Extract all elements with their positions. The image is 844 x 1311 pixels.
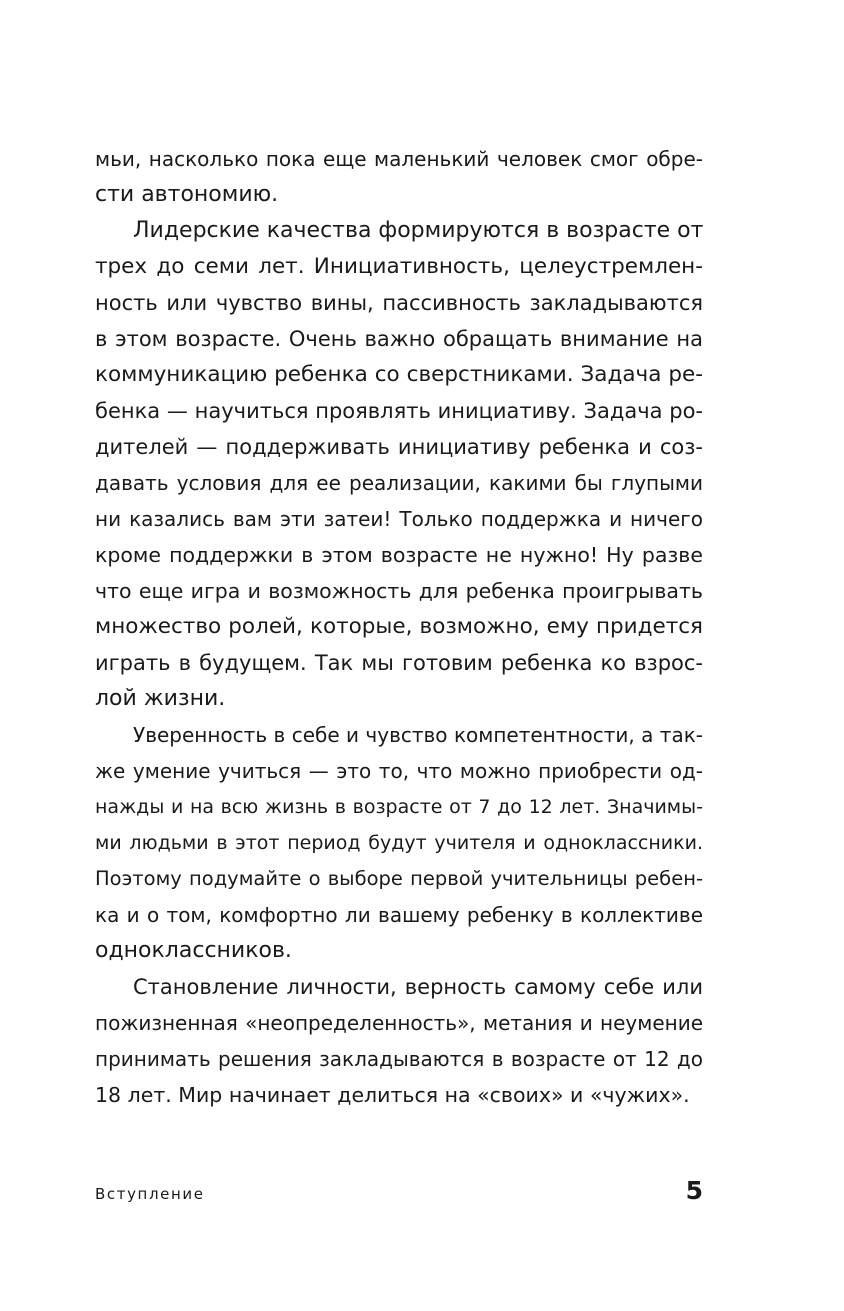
text-line: ность или чувство вины, пассивность закладываются — [95, 291, 703, 315]
text-line: бенка — научиться проявлять инициативу. Задача ро- — [95, 399, 703, 423]
text-line: ка и о том, комфортно ли вашему ребенку в коллективе — [95, 903, 703, 927]
text-line: множество ролей, которые, возможно, ему придется — [95, 614, 703, 639]
text-line: же умение учиться — это то, что можно приобрести од- — [95, 759, 703, 783]
text-line: одноклассников. — [95, 938, 292, 963]
paragraph — [95, 141, 703, 213]
text-line: играть в будущем. Так мы готовим ребенка ко взрос- — [95, 651, 703, 675]
text-line: ми людьми в этот период будут учителя и одноклассники. — [95, 832, 703, 854]
text-line: нажды и на всю жизнь в возрасте от 7 до 12 лет. Значимы- — [95, 796, 703, 818]
text-line: лой жизни. — [95, 686, 226, 711]
paragraph — [95, 213, 703, 717]
text-line: трех до семи лет. Инициативность, целеустремлен- — [95, 254, 703, 279]
text-line: коммуникацию ребенка со сверстниками. Задача ре- — [95, 362, 703, 387]
text-line: Становление личности, верность самому себе или — [133, 975, 703, 999]
text-line: Лидерские качества формируются в возрасте от — [133, 218, 703, 243]
text-line: Уверенность в себе и чувство компетентности, а так- — [133, 723, 703, 747]
text-line: что еще игра и возможность для ребенка проигрывать — [95, 579, 703, 603]
running-footer-section-title: Вступление — [95, 1185, 205, 1203]
text-line: в этом возрасте. Очень важно обращать внимание на — [95, 327, 703, 351]
text-line: кроме поддержки в этом возрасте не нужно! Ну разве — [95, 543, 703, 567]
paragraph — [95, 969, 703, 1113]
page-number: 5 — [685, 1176, 703, 1205]
text-line: мьи, насколько пока еще маленький человек смог обре- — [95, 147, 703, 171]
text-line: пожизненная «неопределенность», метания и неумение — [95, 1011, 703, 1035]
paragraph — [95, 717, 703, 969]
text-line: Поэтому подумайте о выборе первой учительницы ребен- — [95, 867, 703, 890]
text-line: ни казались вам эти затеи! Только поддержка и ничего — [95, 507, 703, 531]
text-line: 18 лет. Мир начинает делиться на «своих» и «чужих». — [95, 1083, 690, 1107]
body-text — [95, 141, 703, 1113]
text-line: принимать решения закладываются в возрасте от 12 до — [95, 1047, 703, 1071]
text-line: давать условия для ее реализации, какими бы глупыми — [95, 471, 703, 495]
text-line: сти автономию. — [95, 182, 279, 207]
text-line: дителей — поддерживать инициативу ребенка и соз- — [95, 435, 703, 459]
